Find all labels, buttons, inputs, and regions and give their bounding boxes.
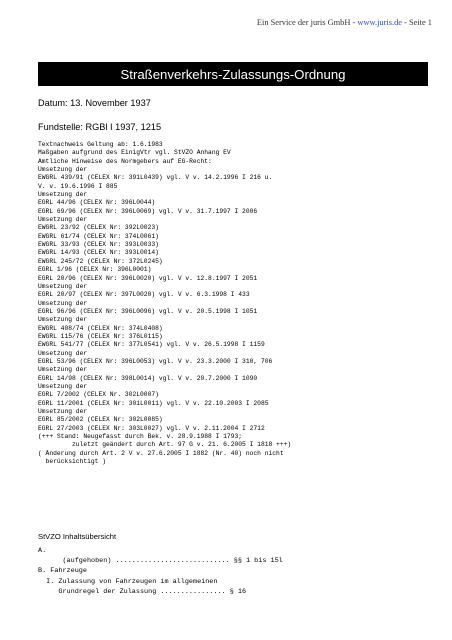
note-line: EGRL 20/96 (CELEX Nr: 396L0020) vgl. V v. 12.8.1997 I 2051 [38,274,258,282]
note-line: Maßgaben aufgrund des EinigVtr vgl. StVZO Anhang EV [38,149,231,157]
note-line: V. v. 19.6.1996 I 885 [38,182,118,190]
note-line: Umsetzung der [38,349,88,357]
toc-line: B. Fahrzeuge [38,567,87,576]
note-line: Umsetzung der [38,382,88,390]
note-line: Umsetzung der [38,216,88,224]
note-line: EGRL 96/96 (CELEX Nr: 396L0096) vgl. V v. 20.5.1998 I 1051 [38,307,258,315]
note-line: zuletzt geändert durch Art. 97 G v. 21. 6.2005 I 1818 +++) [38,441,292,449]
note-line: Umsetzung der [38,408,88,415]
note-line: EWGRL 541/77 (CELEX Nr: 377L0541) vgl. V v. 26.5.1998 I 1159 [38,341,265,349]
note-line: EGRL 27/2003 (CELEX Nr: 303L0027) vgl. V v. 2.11.2004 I 2712 [38,424,265,432]
implementation-notes [38,141,291,466]
note-line: EGRL 7/2002 (CELEX Nr. 302L0007) [38,391,159,399]
note-line: Umsetzung der [38,316,88,324]
date-line: Datum: 13. November 1937 [38,98,151,108]
toc-line: Grundregel der Zulassung ................ § 16 [38,587,247,596]
note-line: Umsetzung der [38,166,88,174]
note-line: EWGRL 33/93 (CELEX Nr: 393L0033) [38,241,159,249]
table-of-contents [38,546,283,597]
note-line: EGRL 20/97 (CELEX Nr: 397L0020) vgl. V v. 6.3.1998 I 433 [38,291,250,299]
juris-website-link[interactable]: www.juris.de [357,18,402,27]
header-prefix: Ein Service der juris GmbH - [256,18,358,27]
note-line: EGRL 44/96 (CELEX Nr: 396L0044) [38,199,156,207]
note-line: EWGRL 408/74 (CELEX Nr: 374L0408) [38,324,163,332]
title-bar [38,62,428,86]
note-line: Umsetzung der [38,366,88,374]
note-line: (+++ Stand: Neugefasst durch Bek. v. 28.9.1988 I 1793; [38,433,243,441]
document-title: Straßenverkehrs-Zulassungs-Ordnung [120,66,346,82]
toc-line: I. Zulassung von Fahrzeugen im allgemeinen [38,577,218,586]
note-line: Textnachweis Geltung ab: 1.6.1983 [38,141,163,148]
note-line: Umsetzung der [38,299,88,307]
note-line: EWGRL 439/91 (CELEX Nr: 391L0439) vgl. V v. 14.2.1996 I 216 u. [38,174,273,182]
note-line: Umsetzung der [38,282,88,290]
note-line: EWGRL 14/93 (CELEX Nr: 393L0014) [38,249,159,257]
note-line: EGRL 1/96 (CELEX Nr: 396L0001) [38,266,152,274]
note-line: EWGRL 61/74 (CELEX Nr: 374L0061) [38,232,159,240]
toc-line: A. [38,547,47,555]
note-line: EGRL 53/96 (CELEX Nr: 396L0053) vgl. V v. 23.3.2000 I 310, 706 [38,357,273,365]
source-line: Fundstelle: RGBl I 1937, 1215 [38,122,162,132]
note-line: EWGRL 115/76 (CELEX Nr: 376L0115) [38,332,163,340]
toc-line: (aufgehoben) ............................ §§ 1 bis 15l [38,557,283,566]
note-line: EGRL 11/2001 (CELEX Nr: 301L0011) vgl. V v. 22.10.2003 I 2085 [38,399,269,407]
note-line: EWGRL 245/72 (CELEX Nr: 372L0245) [38,257,163,265]
note-line: EWGRL 23/92 (CELEX Nr: 392L0023) [38,224,159,232]
note-line: ( Änderung durch Art. 2 V v. 27.6.2005 I 1882 (Nr. 40) noch nicht [38,449,284,457]
note-line: EGRL 14/98 (CELEX Nr: 398L0014) vgl. V v. 20.7.2000 I 1090 [38,374,258,382]
note-line: Amtliche Hinweise des Normgebers auf EG-Recht: [38,157,212,165]
note-line: Umsetzung der [38,191,88,199]
page-header [257,18,432,27]
note-line: EGRL 85/2002 (CELEX Nr: 302L0085) [38,416,163,424]
header-suffix: - Seite 1 [401,18,432,27]
note-line: EGRL 69/96 (CELEX Nr: 396L0069) vgl. V v. 31.7.1997 I 2006 [38,207,258,215]
note-line: berücksichtigt ) [38,458,107,466]
toc-title: StVZO Inhaltsübersicht [38,532,117,541]
